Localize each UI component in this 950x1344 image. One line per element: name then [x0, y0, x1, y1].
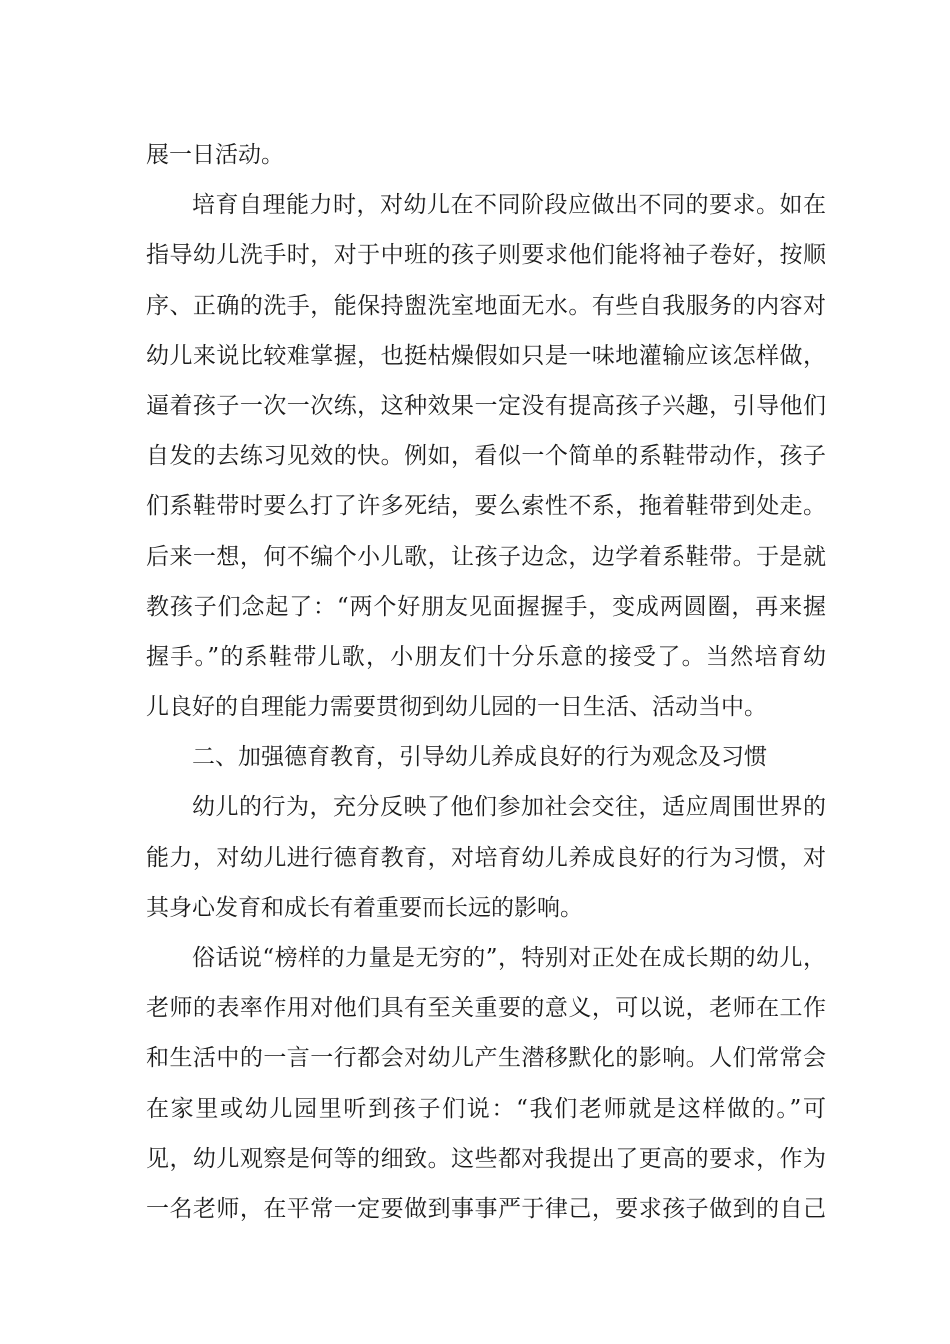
text-line: 俗话说“榜样的力量是无穷的”，特别对正处在成长期的幼儿， [192, 945, 826, 971]
text-line: 见，幼儿观察是何等的细致。这些都对我提出了更高的要求，作为 [146, 1145, 826, 1172]
text-line: 幼儿的行为，充分反映了他们参加社会交往，适应周围世界的 [192, 794, 826, 821]
text-line: 培育自理能力时，对幼儿在不同阶段应做出不同的要求。如在 [192, 192, 826, 219]
text-line: 握手。”的系鞋带儿歌，小朋友们十分乐意的接受了。当然培育幼 [146, 643, 826, 670]
section-heading: 二、加强德育教育，引导幼儿养成良好的行为观念及习惯 [192, 744, 767, 771]
text-line: 幼儿来说比较难掌握，也挺枯燥假如只是一味地灌输应该怎样做， [146, 342, 826, 369]
text-line: 序、正确的洗手，能保持盥洗室地面无水。有些自我服务的内容对 [146, 292, 826, 319]
text-line: 儿良好的自理能力需要贯彻到幼儿园的一日生活、活动当中。 [146, 694, 767, 721]
document-body [146, 130, 826, 1234]
text-line: 后来一想，何不编个小儿歌，让孩子边念，边学着系鞋带。于是就 [146, 543, 826, 570]
text-line: 一名老师，在平常一定要做到事事严于律己，要求孩子做到的自己 [146, 1195, 826, 1222]
text-line: 老师的表率作用对他们具有至关重要的意义，可以说，老师在工作 [146, 995, 826, 1022]
text-line: 教孩子们念起了：“两个好朋友见面握握手，变成两圆圈，再来握 [146, 593, 826, 620]
text-line: 能力，对幼儿进行德育教育，对培育幼儿养成良好的行为习惯，对 [146, 844, 826, 871]
text-line: 其身心发育和成长有着重要而长远的影响。 [146, 894, 583, 921]
text-line: 逼着孩子一次一次练，这种效果一定没有提高孩子兴趣，引导他们 [146, 392, 826, 419]
text-line: 和生活中的一言一行都会对幼儿产生潜移默化的影响。人们常常会 [146, 1045, 826, 1072]
text-line: 展一日活动。 [146, 142, 284, 168]
text-line: 在家里或幼儿园里听到孩子们说：“我们老师就是这样做的。”可 [146, 1095, 826, 1122]
text-line: 自发的去练习见效的快。例如，看似一个简单的系鞋带动作，孩子 [146, 443, 826, 470]
text-line: 指导幼儿洗手时，对于中班的孩子则要求他们能将袖子卷好，按顺 [146, 242, 826, 269]
text-line: 们系鞋带时要么打了许多死结，要么索性不系，拖着鞋带到处走。 [146, 493, 826, 520]
